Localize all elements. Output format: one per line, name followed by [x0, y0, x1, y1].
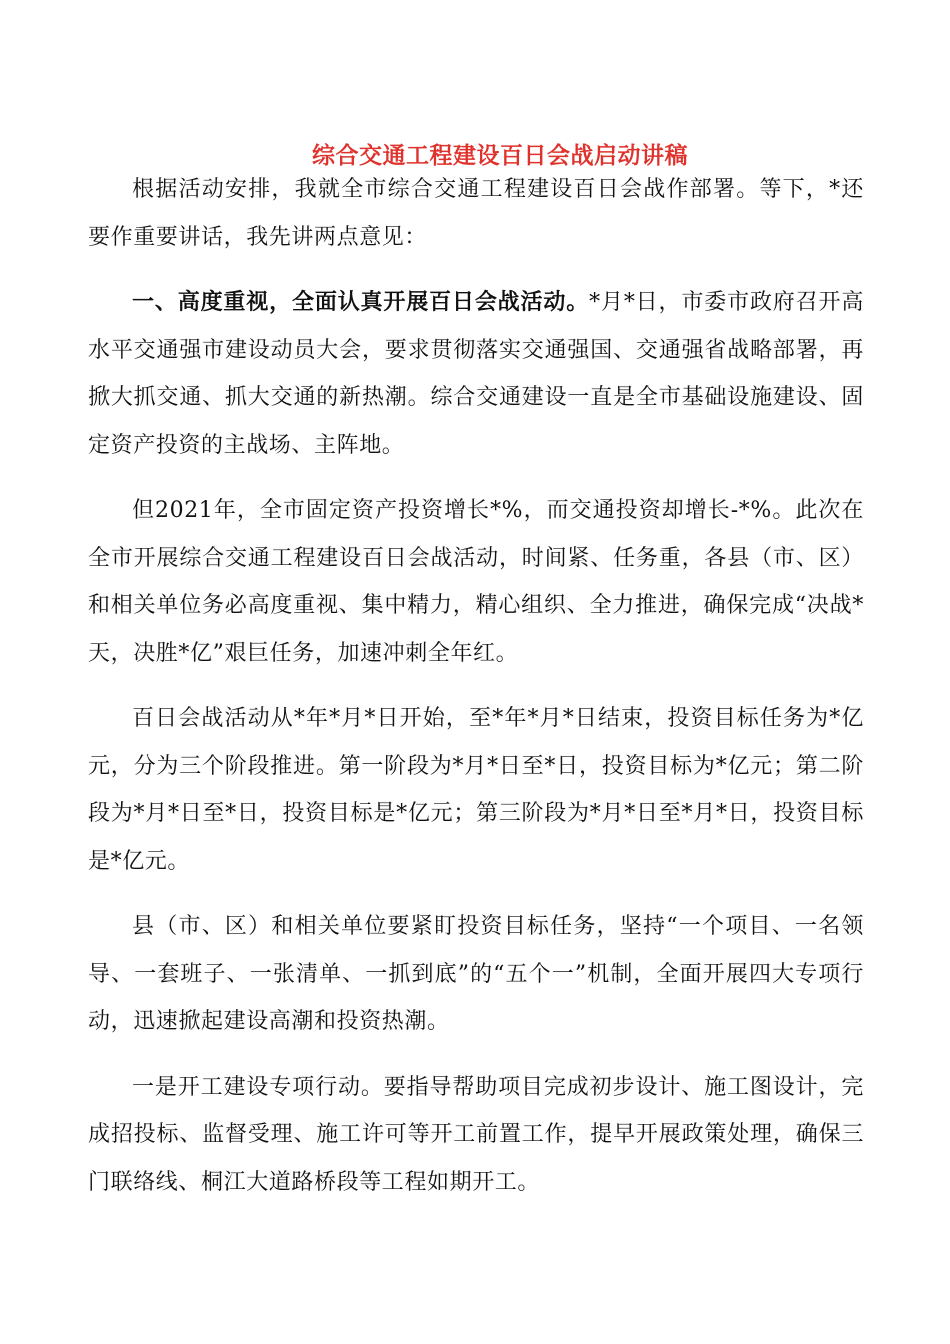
document-body — [88, 166, 864, 1224]
paragraph-text: 一是开工建设专项行动。要指导帮助项目完成初步设计、施工图设计，完成招投标、监督受理、施工许可等开工前置工作，提早开展政策处理，确保三门联络线、桐江大道路桥段等工程如期开工。 — [88, 1074, 864, 1195]
section-heading: 一、高度重视，全面认真开展百日会战活动。 — [132, 289, 590, 315]
paragraph-text: 根据活动安排，我就全市综合交通工程建设百日会战作部署。等下，*还要作重要讲话，我先讲两点意见： — [88, 177, 864, 250]
paragraph-text: 但2021年，全市固定资产投资增长*%，而交通投资却增长-*%。此次在全市开展综合交通工程建设百日会战活动，时间紧、任务重，各县（市、区）和相关单位务必高度重视、集中精力，精心组织、全力推进，确保完成“决战*天，决胜*亿”艰巨任务，加速冲刺全年红。 — [88, 498, 864, 666]
paragraph-investment-growth — [88, 487, 864, 677]
paragraph-mechanism — [88, 903, 864, 1046]
paragraph-text: 百日会战活动从*年*月*日开始，至*年*月*日结束，投资目标任务为*亿元，分为三个阶段推进。第一阶段为*月*日至*日，投资目标为*亿元；第二阶段为*月*日至*日，投资目标是*亿元；第三阶段为*月*日至*月*日，投资目标是*亿元。 — [88, 706, 864, 874]
document-title: 综合交通工程建设百日会战启动讲稿 — [312, 142, 688, 169]
paragraph-section-one — [88, 279, 864, 469]
paragraph-schedule — [88, 695, 864, 885]
paragraph-intro — [88, 166, 864, 261]
paragraph-text: *月*日，市委市政府召开高水平交通强市建设动员大会，要求贯彻落实交通强国、交通强省战略部署，再掀大抓交通、抓大交通的新热潮。综合交通建设一直是全市基础设施建设、固定资产投资的主战场、主阵地。 — [88, 290, 864, 458]
paragraph-text: 县（市、区）和相关单位要紧盯投资目标任务，坚持“一个项目、一名领导、一套班子、一张清单、一抓到底”的“五个一”机制，全面开展四大专项行动，迅速掀起建设高潮和投资热潮。 — [88, 914, 864, 1034]
paragraph-action-one — [88, 1064, 864, 1207]
